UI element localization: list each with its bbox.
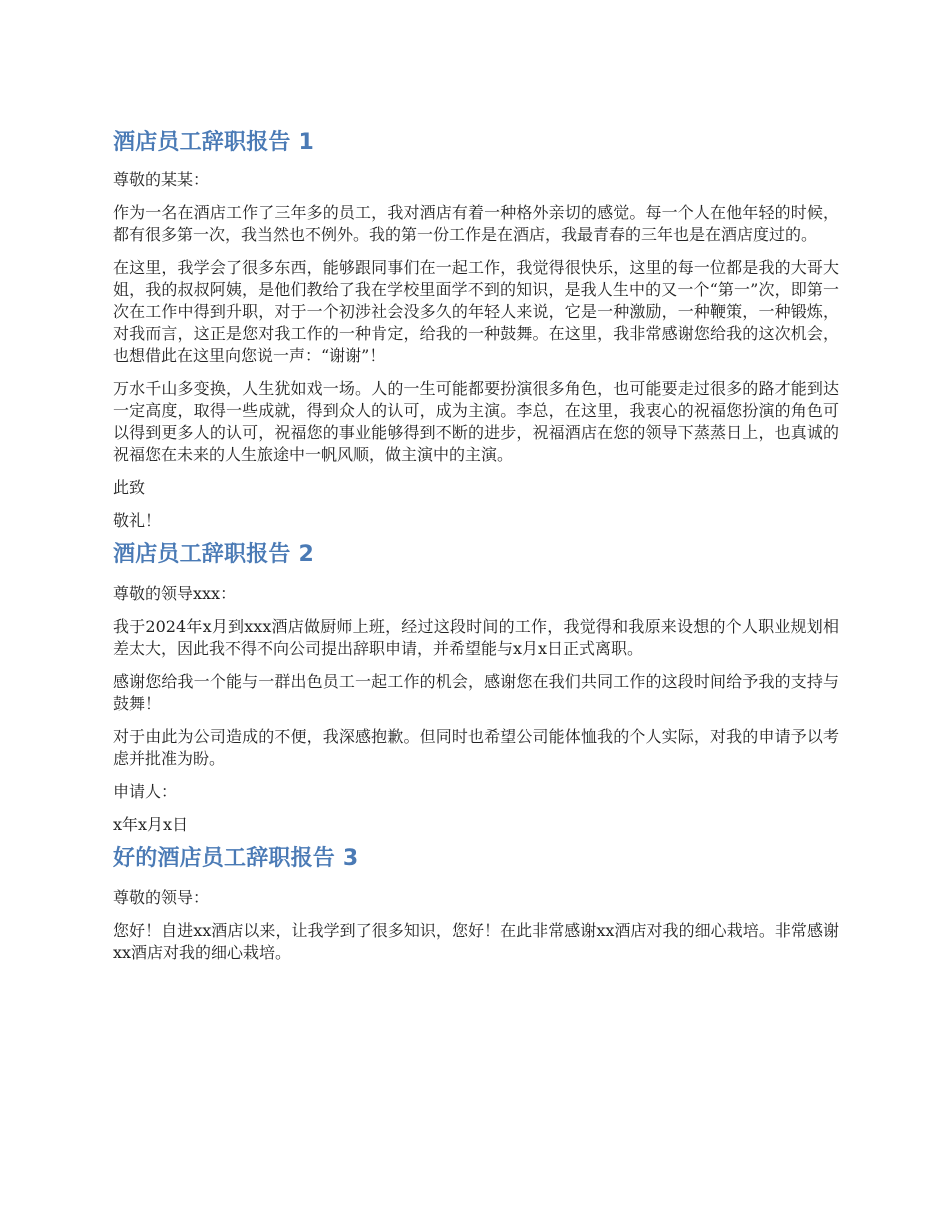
date-line: x年x月x日 (113, 815, 189, 834)
body-paragraph: 万水千山多变换，人生犹如戏一场。人的一生可能都要扮演很多角色，也可能要走过很多的路才能到达一定高度，取得一些成就，得到众人的认可，成为主演。李总，在这里，我衷心的祝福您扮演的角色可以得到更多人的认可，祝福您的事业能够得到不断的进步，祝福酒店在您的领导下蒸蒸日上，也真诚的祝福您在未来的人生旅途中一帆风顺，做主演中的主演。 (113, 379, 839, 464)
body-paragraph: 我于2024年x月到xxx酒店做厨师上班，经过这段时间的工作，我觉得和我原来设想的个人职业规划相差太大，因此我不得不向公司提出辞职申请，并希望能与x月x日正式离职。 (113, 617, 839, 658)
report-section-2 (113, 538, 839, 836)
salutation: 尊敬的某某： (113, 170, 210, 189)
report-section-1 (113, 126, 839, 532)
closing-line: 此致 (113, 478, 146, 497)
salutation: 尊敬的领导xxx： (113, 584, 237, 603)
body-paragraph: 感谢您给我一个能与一群出色员工一起工作的机会，感谢您在我们共同工作的这段时间给予我的支持与鼓舞！ (113, 672, 839, 713)
body-paragraph: 对于由此为公司造成的不便，我深感抱歉。但同时也希望公司能体恤我的个人实际，对我的申请予以考虑并批准为盼。 (113, 727, 839, 768)
applicant-label: 申请人： (113, 782, 178, 801)
report-section-3 (113, 842, 839, 964)
closing-line: 敬礼！ (113, 511, 162, 530)
section-title: 好的酒店员工辞职报告 3 (113, 846, 359, 871)
document-page (113, 126, 839, 964)
body-paragraph: 您好！自进xx酒店以来，让我学到了很多知识，您好！在此非常感谢xx酒店对我的细心栽培。非常感谢xx酒店对我的细心栽培。 (113, 921, 839, 962)
body-paragraph: 在这里，我学会了很多东西，能够跟同事们在一起工作，我觉得很快乐，这里的每一位都是我的大哥大姐，我的叔叔阿姨，是他们教给了我在学校里面学不到的知识，是我人生中的又一个“第一”次，即第一次在工作中得到升职，对于一个初涉社会没多久的年轻人来说，它是一种激励，一种鞭策，一种锻炼，对我而言，这正是您对我工作的一种肯定，给我的一种鼓舞。在这里，我非常感谢您给我的这次机会，也想借此在这里向您说一声：“谢谢”！ (113, 258, 839, 365)
body-paragraph: 作为一名在酒店工作了三年多的员工，我对酒店有着一种格外亲切的感觉。每一个人在他年轻的时候，都有很多第一次，我当然也不例外。我的第一份工作是在酒店，我最青春的三年也是在酒店度过的。 (113, 203, 839, 244)
section-title: 酒店员工辞职报告 2 (113, 542, 314, 567)
section-title: 酒店员工辞职报告 1 (113, 130, 314, 155)
salutation: 尊敬的领导： (113, 888, 210, 907)
